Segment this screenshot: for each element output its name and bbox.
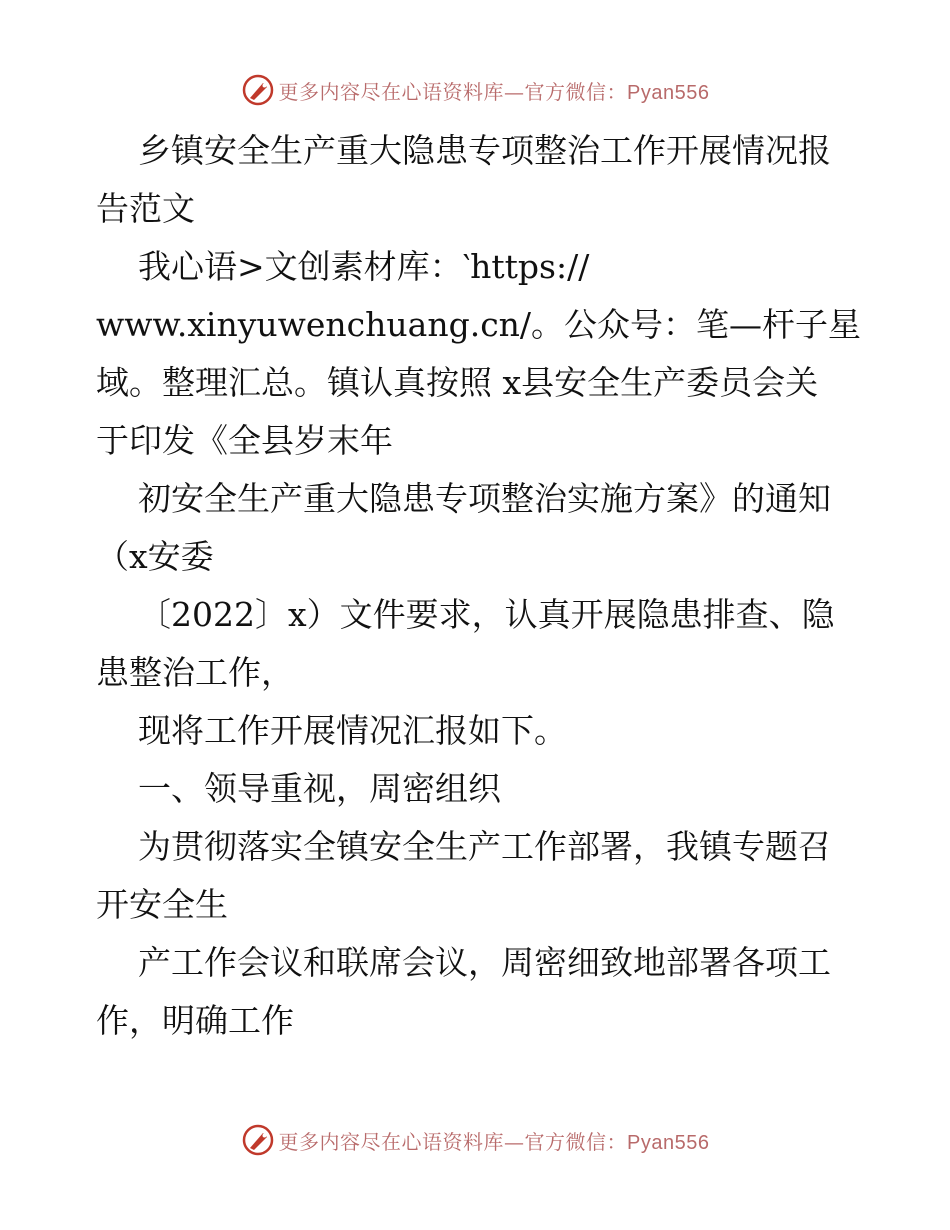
document-body [96, 122, 866, 1050]
banner-text [279, 76, 710, 105]
paragraph-line: 域。整理汇总。镇认真按照 x县安全生产委员会关 [96, 363, 819, 402]
paragraph-line: 现将工作开展情况汇报如下。 [138, 711, 567, 750]
paragraph-line: 产工作会议和联席会议，周密细致地部署各项工 [138, 943, 831, 982]
paragraph-line: （x安委 [96, 537, 214, 576]
footer-watermark-banner [0, 1120, 950, 1160]
paragraph-line: 我心语>文创素材库：‵https:// [138, 247, 590, 286]
paragraph-line: 初安全生产重大隐患专项整治实施方案》的通知 [138, 479, 831, 518]
paragraph-line: 〔2022〕x）文件要求，认真开展隐患排查、隐 [138, 595, 835, 634]
paragraph-line: 开安全生 [96, 885, 228, 924]
banner-text [279, 1126, 710, 1155]
paragraph-line: 作，明确工作 [96, 1001, 294, 1040]
paragraph-line: www.xinyuwenchuang.cn/。公众号：笔—杆子星 [96, 305, 862, 344]
banner-wechat-id: Pyan556 [627, 81, 710, 104]
pen-nib-logo-icon [241, 73, 275, 107]
title-line-2: 告范文 [96, 189, 195, 228]
banner-wechat-id: Pyan556 [627, 1131, 710, 1154]
header-watermark-banner [0, 70, 950, 110]
section-heading: 一、领导重视，周密组织 [138, 769, 501, 808]
banner-separator-text: —官方微信： [504, 79, 628, 104]
paragraph-line: 于印发《全县岁末年 [96, 421, 393, 460]
pen-nib-logo-icon [241, 1123, 275, 1157]
banner-main-text: 更多内容尽在心语资料库 [278, 1129, 505, 1154]
banner-main-text: 更多内容尽在心语资料库 [278, 79, 505, 104]
paragraph-line: 为贯彻落实全镇安全生产工作部署，我镇专题召 [138, 827, 831, 866]
paragraph-line: 患整治工作， [96, 653, 294, 692]
banner-separator-text: —官方微信： [504, 1129, 628, 1154]
title-line-1: 乡镇安全生产重大隐患专项整治工作开展情况报 [138, 131, 831, 170]
